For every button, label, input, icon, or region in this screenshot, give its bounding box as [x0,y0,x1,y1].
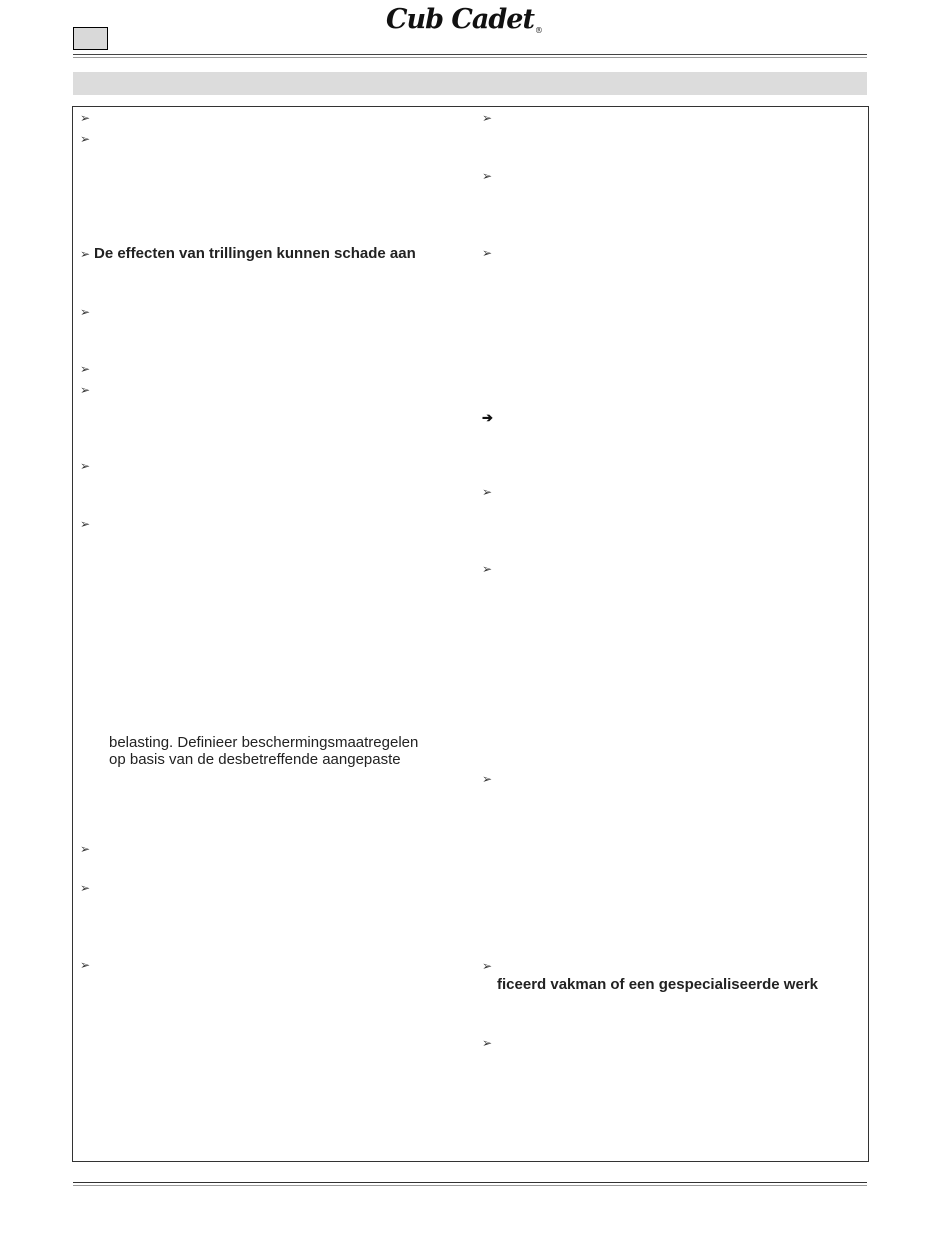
bullet-icon: ➢ [80,958,91,972]
bullet-icon: ➢ [80,362,91,376]
bullet-icon: ➢ [482,562,493,576]
bullet-icon: ➢ [482,485,493,499]
bullet-icon: ➢ [80,881,91,895]
bullet-icon: ➢ [482,772,493,786]
bullet-icon: ➢ [80,111,91,125]
bullet-icon: ➢ [80,132,91,146]
arrow-right-icon: ➔ [482,410,493,425]
section-title-bar [73,72,867,95]
bullet-icon: ➢ [482,959,493,973]
bullet-icon: ➢ [80,383,91,397]
bullet-icon: ➢ [80,517,91,531]
specialist-text-line: ficeerd vakman of een gespecialiseerde werk [497,976,818,993]
bullet-icon: ➢ [80,842,91,856]
vibration-warning-heading: De effecten van trillingen kunnen schade aan [94,245,416,262]
load-text-line: belasting. Definieer beschermingsmaatregelen [109,734,419,751]
load-text-line: op basis van de desbetreffende aangepaste [109,751,401,768]
registered-mark: ® [534,26,543,35]
brand-logo: Cub Cadet® [386,4,543,35]
bullet-icon: ➢ [80,247,91,261]
bullet-icon: ➢ [482,246,493,260]
bullet-icon: ➢ [80,459,91,473]
content-box [72,106,869,1162]
footer-rule [73,1182,867,1183]
header-rule [73,54,867,55]
footer-rule-secondary [73,1185,867,1186]
bullet-icon: ➢ [482,1036,493,1050]
bullet-icon: ➢ [482,169,493,183]
bullet-icon: ➢ [80,305,91,319]
bullet-icon: ➢ [482,111,493,125]
header-rule-secondary [73,57,867,58]
page-number-tab [73,27,108,50]
